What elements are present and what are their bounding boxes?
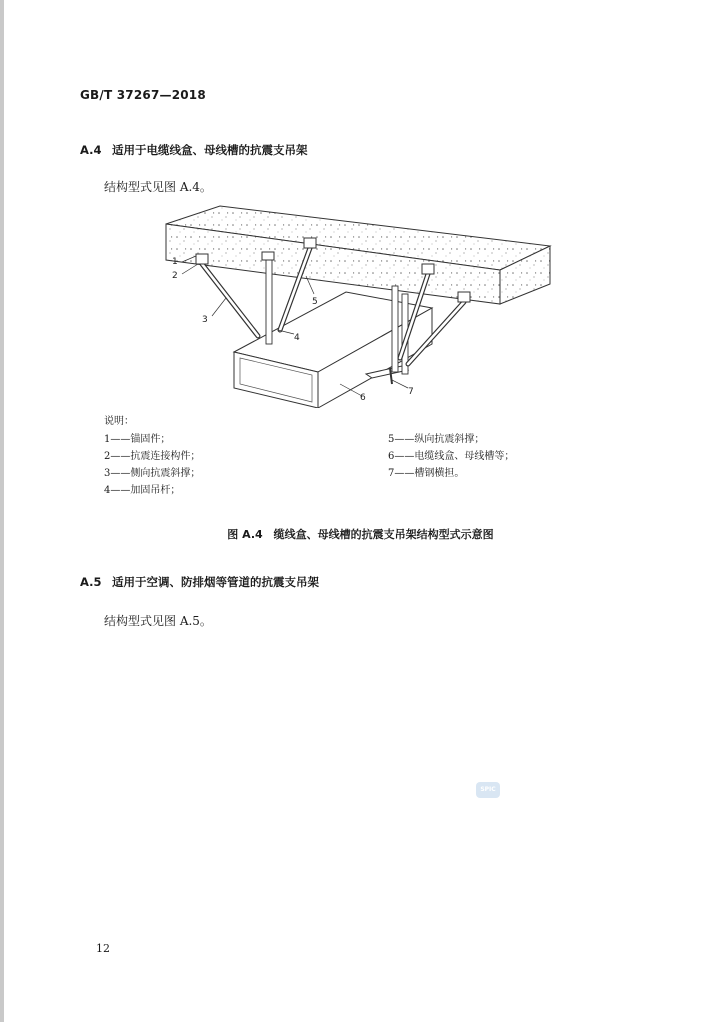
legend-item-4: 4——加固吊杆； — [104, 485, 181, 496]
section-a4-number: A.4 — [80, 143, 102, 157]
section-a5-body: 结构型式见图 A.5。 — [104, 614, 212, 628]
section-a5-heading — [80, 574, 319, 590]
legend-item-6: 6——电缆线盒、母线槽等； — [388, 451, 515, 462]
callout-2: 2 — [172, 271, 178, 281]
watermark-logo: SPIC — [476, 782, 500, 798]
page-number: 12 — [96, 942, 110, 955]
page-edge-shadow — [0, 0, 4, 1022]
legend-item-1: 1——锚固件； — [104, 434, 171, 445]
figure-a4-drawing — [160, 198, 560, 408]
callout-4: 4 — [294, 333, 300, 343]
callout-3: 3 — [202, 315, 208, 325]
callout-7: 7 — [408, 387, 414, 397]
section-a5-title: 适用于空调、防排烟等管道的抗震支吊架 — [112, 575, 319, 589]
callout-6: 6 — [360, 393, 366, 403]
legend-title: 说明： — [104, 416, 134, 427]
callout-5: 5 — [312, 297, 318, 307]
callout-1: 1 — [172, 257, 178, 267]
legend-item-7: 7——槽钢横担。 — [388, 468, 465, 479]
section-a4-title: 适用于电缆线盒、母线槽的抗震支吊架 — [112, 143, 308, 157]
legend-item-3: 3——侧向抗震斜撑； — [104, 468, 201, 479]
standard-code-header: GB/T 37267—2018 — [80, 88, 206, 102]
section-a4-body: 结构型式见图 A.4。 — [104, 180, 212, 194]
figure-a4-caption: 图 A.4 缆线盒、母线槽的抗震支吊架结构型式示意图 — [227, 528, 494, 541]
section-a4-heading — [80, 142, 308, 158]
legend-item-2: 2——抗震连接构件； — [104, 451, 201, 462]
legend-item-5: 5——纵向抗震斜撑； — [388, 434, 485, 445]
section-a5-number: A.5 — [80, 575, 102, 589]
